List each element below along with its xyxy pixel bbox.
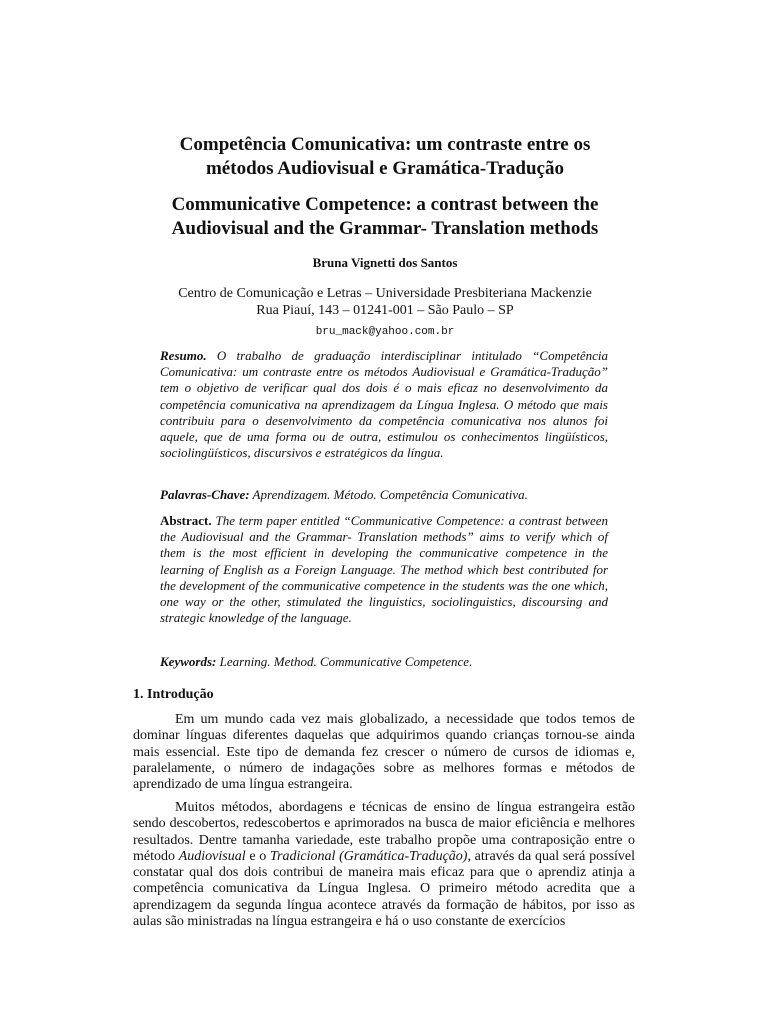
keywords-text: Learning. Method. Communicative Competence.: [216, 654, 473, 669]
affiliation-line-1: Centro de Comunicação e Letras – Universidade Presbiteriana Mackenzie: [178, 286, 592, 301]
intro-p2-audiovisual: Audiovisual: [178, 848, 246, 864]
author-name: Bruna Vignetti dos Santos: [312, 255, 458, 270]
abstract-label: Abstract.: [160, 513, 212, 528]
palavras-chave-label: Palavras-Chave:: [160, 487, 250, 502]
resumo-paragraph: [160, 348, 608, 461]
intro-paragraph-2: [133, 800, 635, 930]
intro-paragraph-1: Em um mundo cada vez mais globalizado, a necessidade que todos temos de dominar línguas diferentes daquelas que adquirimos quando crianças tornou-se ainda mais essencial. Este tipo de demanda fez crescer o número de cursos de idiomas e, paralelamente, o número de indagações sobre as melhores formas e métodos de aprendizado de uma língua estrangeira.: [133, 712, 635, 793]
keywords-paragraph: [160, 654, 608, 670]
section-heading-introducao: 1. Introdução: [133, 687, 214, 702]
intro-p2-part-a: Muitos métodos, abordagens e técnicas de ensino de língua estrangeira estão sendo descobertos, redescobertos e aprimorados na busca de maior eficiência e melhores resultados. Dentre tamanha variedade, este trabalho propõe uma contraposição entre o método: [133, 800, 635, 864]
intro-p2-part-b: e o: [245, 848, 271, 864]
palavras-chave-text: Aprendizagem. Método. Competência Comunicativa.: [249, 487, 528, 502]
affiliation: [130, 285, 640, 319]
abstract-text: The term paper entitled “Communicative Competence: a contrast between the Audiovisual and the Grammar- Translation methods” aims to verify which of them is the most efficient in developing the communicative competence in the learning of English as a Foreign Language. The method which best contributed for the development of the communicative competence in the students was the one which, one way or the other, stimulated the linguistics, sociolinguistics, discoursing and strategic knowledge of the language.: [160, 513, 608, 626]
intro-p2-part-c: , através da qual será possível constatar qual dos dois contribui de maneira mais eficaz para que o aprendiz atinja a competência comunicativa da Língua Inglesa. O primeiro método acredita que a aprendizagem da segunda língua acontece através da formação de hábitos, por isso as aulas são ministradas na língua estrangeira e há o uso constante de exercícios: [133, 848, 636, 930]
title-english: Communicative Competence: a contrast between the Audiovisual and the Grammar- Translation methods: [171, 194, 599, 239]
title-portuguese: Competência Comunicativa: um contraste entre os métodos Audiovisual e Gramática-Tradução: [179, 134, 591, 179]
resumo-label: Resumo.: [160, 348, 207, 363]
palavras-chave-paragraph: [160, 487, 608, 503]
affiliation-line-2: Rua Piauí, 143 – 01241-001 – São Paulo – SP: [256, 303, 514, 318]
keywords-label: Keywords:: [160, 654, 217, 669]
resumo-text: O trabalho de graduação interdisciplinar intitulado “Competência Comunicativa: um contraste entre os métodos Audiovisual e Gramática-Tradução” tem o objetivo de verificar qual dos dois é o mais eficaz no desenvolvimento da competência comunicativa na aprendizagem da Língua Inglesa. O método que mais contribuiu para o desenvolvimento da competência comunicativa nos alunos foi aquele, que de uma forma ou de outra, estimulou os conhecimentos lingüísticos, sociolingüísticos, discursivos e estratégicos da língua.: [160, 348, 608, 461]
intro-p2-tradicional: Tradicional (Gramática-Tradução): [270, 848, 468, 864]
author-email: bru_mack@yahoo.com.br: [315, 326, 455, 338]
abstract-paragraph: [160, 513, 608, 626]
